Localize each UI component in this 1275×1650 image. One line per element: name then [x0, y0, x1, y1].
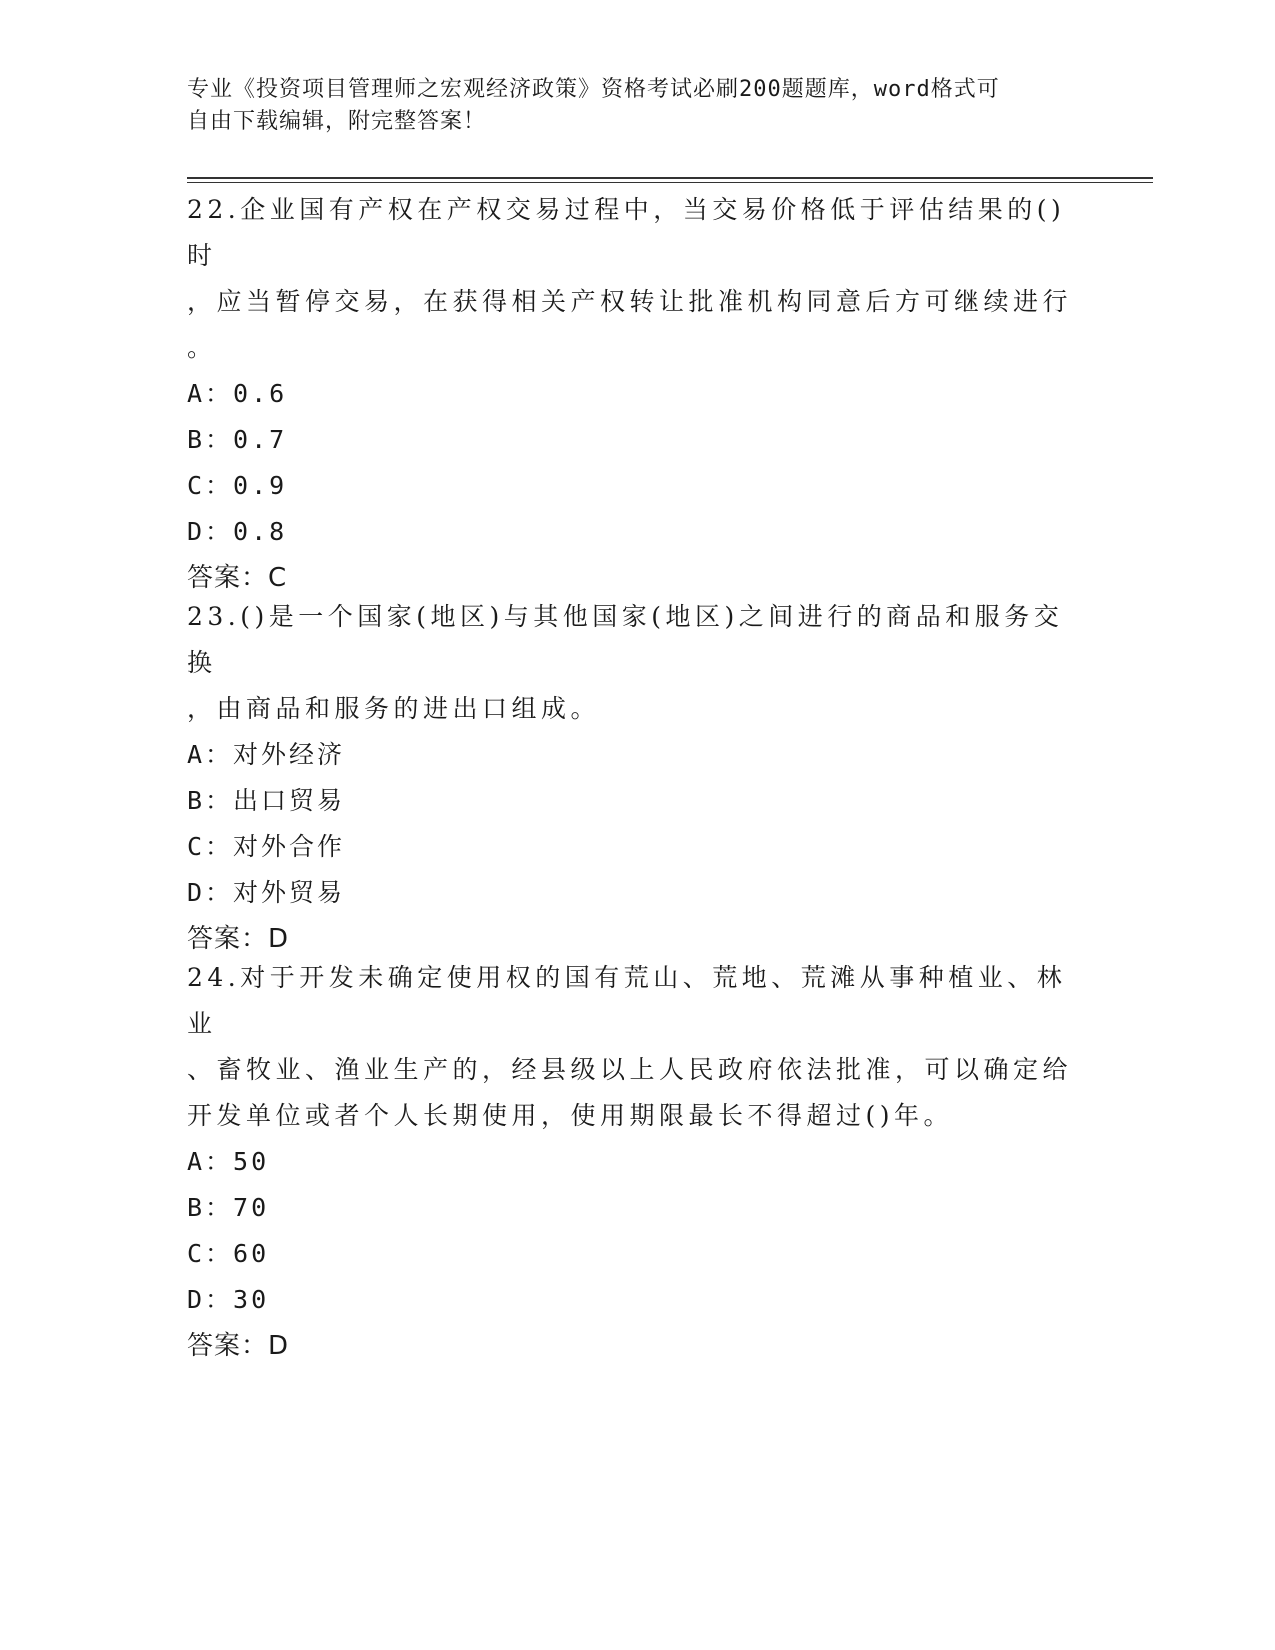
answer-line: 答案：D	[187, 1331, 290, 1361]
question-23	[187, 594, 1077, 962]
option-d: D：0.8	[187, 517, 288, 546]
question-text-line: 24.对于开发未确定使用权的国有荒山、荒地、荒滩从事种植业、林业	[187, 963, 1067, 1038]
option-a: A：对外经济	[187, 740, 346, 769]
header-divider-thin	[187, 182, 1153, 183]
option-b: B：0.7	[187, 425, 288, 454]
option-b: B：70	[187, 1193, 270, 1222]
question-text-line: 开发单位或者个人长期使用，使用期限最长不得超过()年。	[187, 1101, 954, 1130]
document-header	[187, 74, 1067, 138]
option-c: C：60	[187, 1239, 270, 1268]
option-d: D：30	[187, 1285, 270, 1314]
question-text-line: ，由商品和服务的进出口组成。	[187, 694, 601, 723]
header-line-1: 专业《投资项目管理师之宏观经济政策》资格考试必刷200题题库，word格式可	[187, 77, 1000, 102]
option-a: A：0.6	[187, 379, 288, 408]
question-22	[187, 187, 1077, 601]
header-line-2: 自由下载编辑，附完整答案！	[187, 109, 487, 134]
question-text-line: 。	[187, 333, 217, 362]
question-text-line: 23.()是一个国家(地区)与其他国家(地区)之间进行的商品和服务交换	[187, 602, 1064, 677]
option-a: A：50	[187, 1147, 270, 1176]
question-text-line: ，应当暂停交易，在获得相关产权转让批准机构同意后方可继续进行	[187, 287, 1073, 316]
answer-line: 答案：D	[187, 924, 290, 954]
option-b: B：出口贸易	[187, 786, 346, 815]
option-c: C：0.9	[187, 471, 288, 500]
question-24	[187, 955, 1077, 1369]
question-text-line: 22.企业国有产权在产权交易过程中，当交易价格低于评估结果的()时	[187, 195, 1066, 270]
option-c: C：对外合作	[187, 832, 346, 861]
header-divider-thick	[187, 177, 1153, 179]
question-text-line: 、畜牧业、渔业生产的，经县级以上人民政府依法批准，可以确定给	[187, 1055, 1073, 1084]
option-d: D：对外贸易	[187, 878, 346, 907]
answer-line: 答案：C	[187, 563, 288, 593]
